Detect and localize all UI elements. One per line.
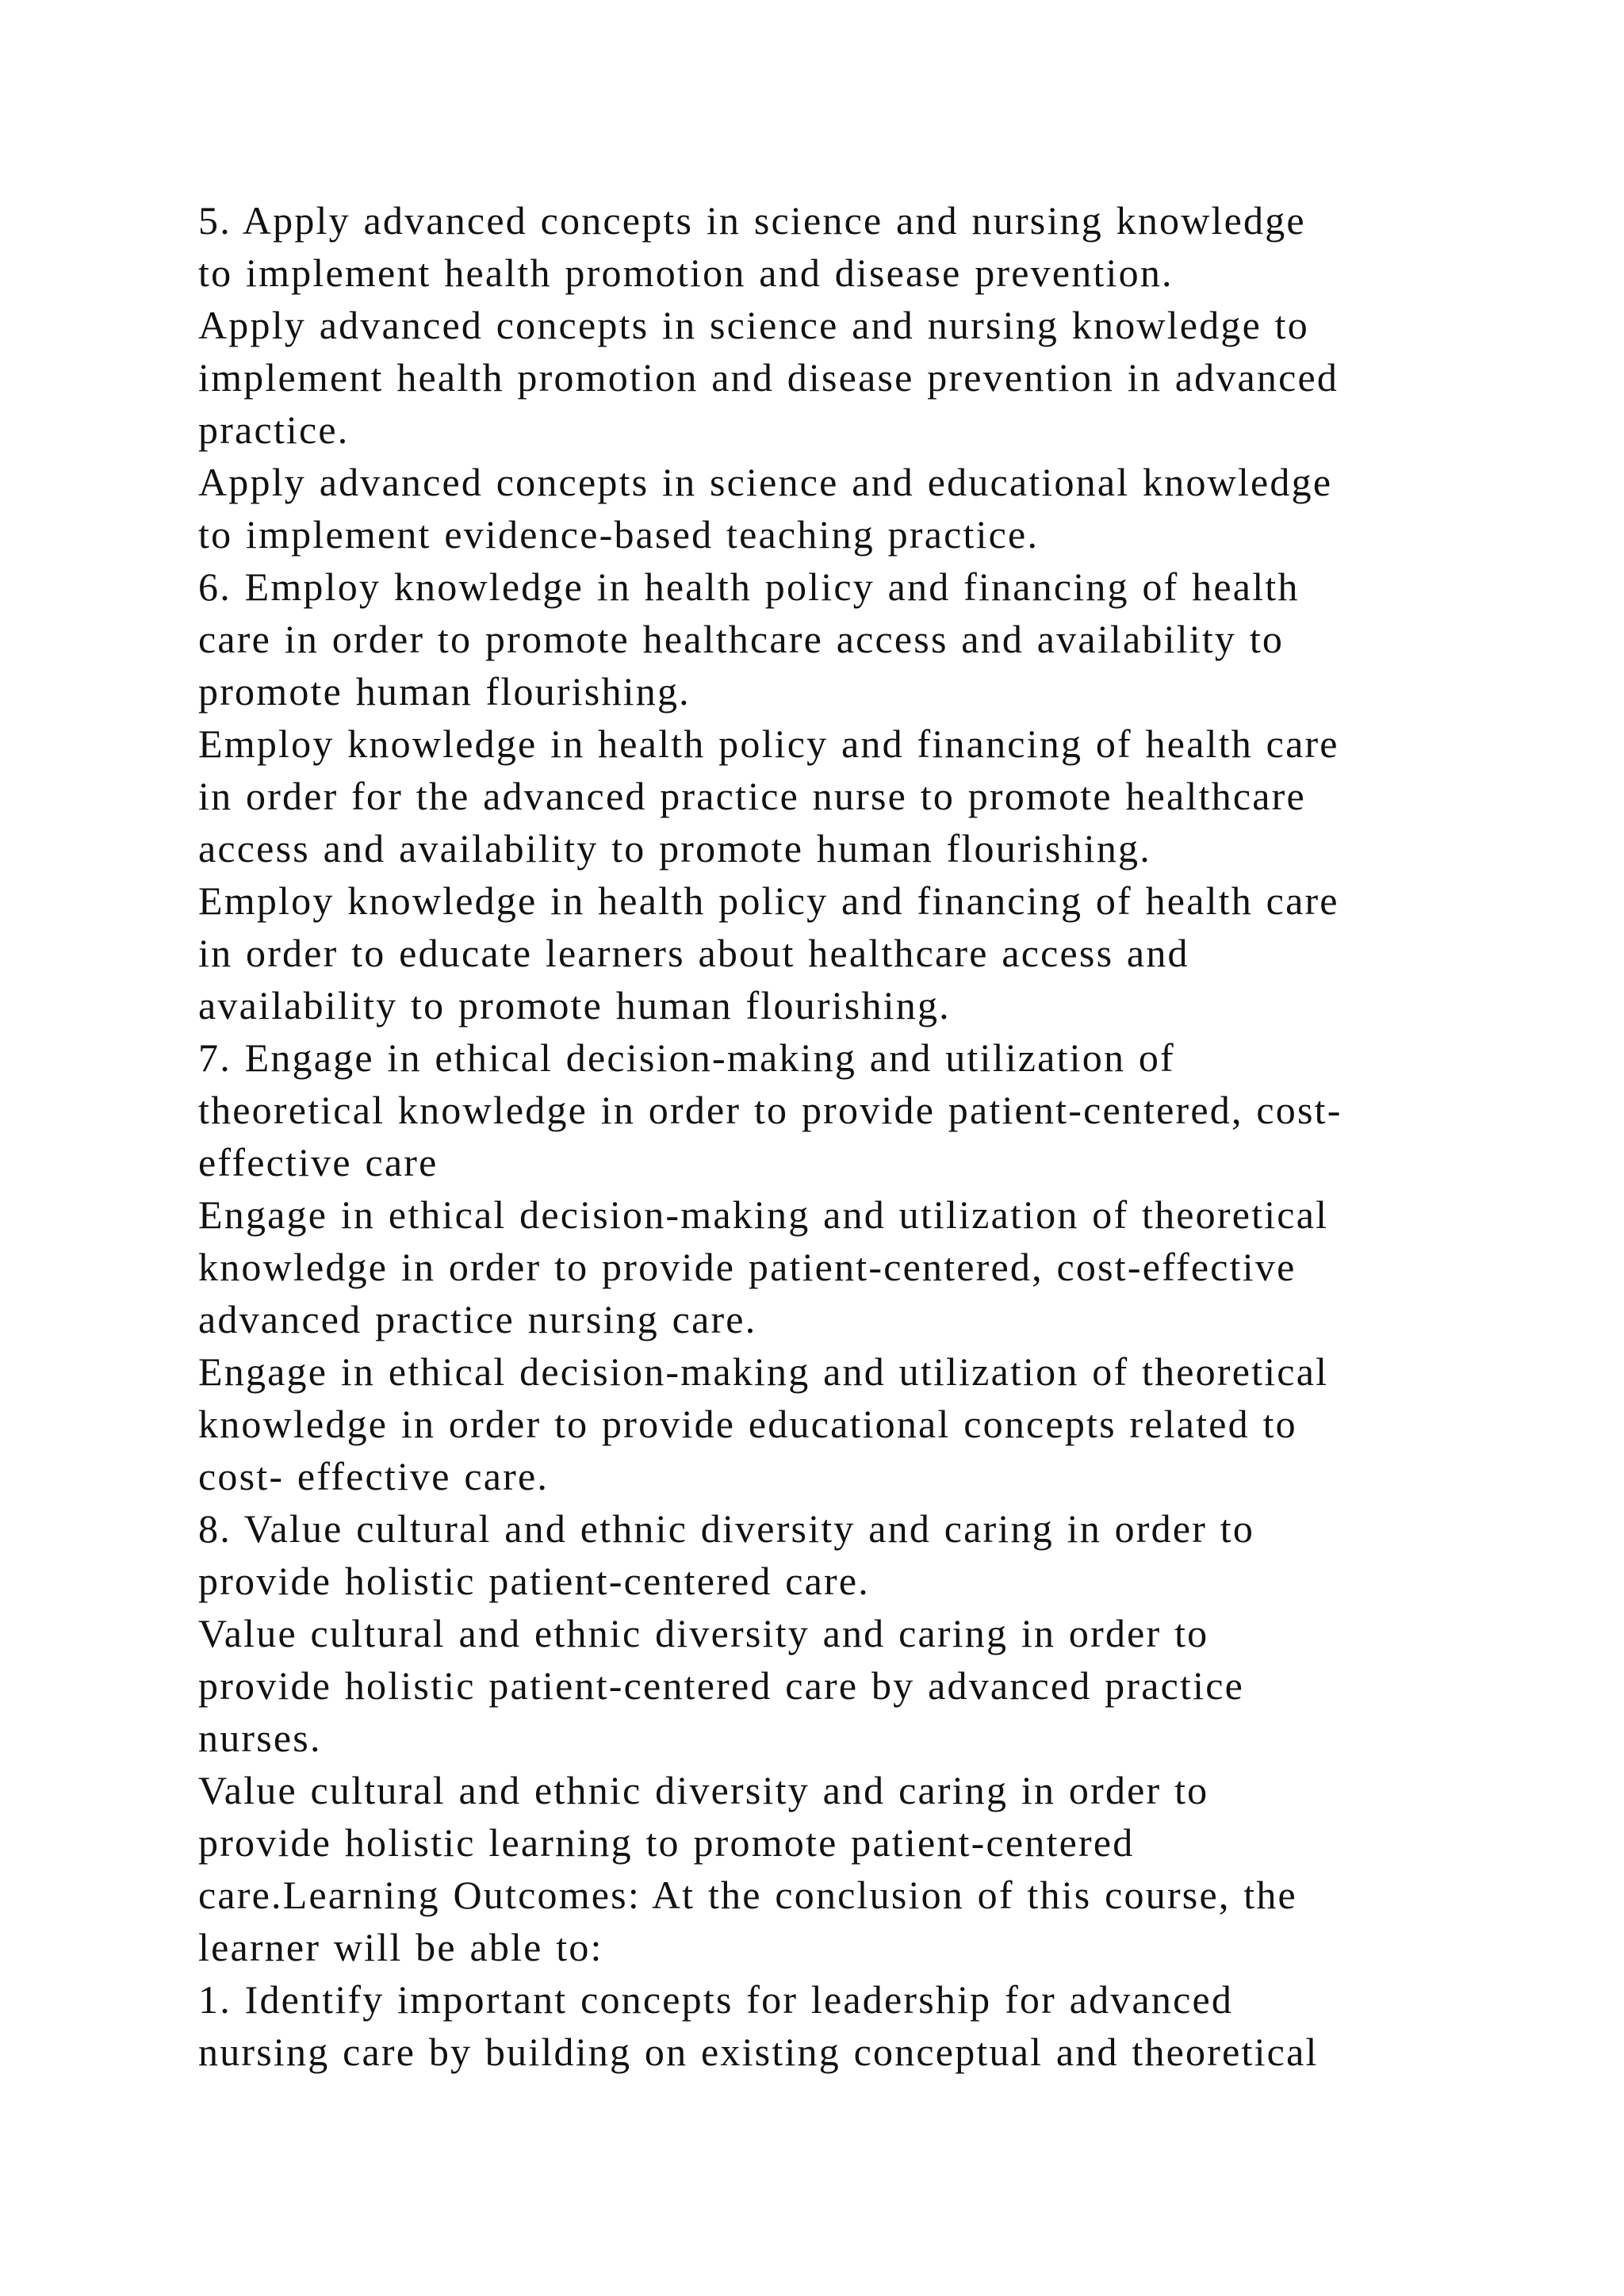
text-line: Engage in ethical decision-making and utilization of theoretical bbox=[198, 1349, 1329, 1394]
text-line: knowledge in order to provide patient-centered, cost-effective bbox=[198, 1245, 1297, 1289]
text-line: care.Learning Outcomes: At the conclusion of this course, the bbox=[198, 1873, 1297, 1917]
text-line: 6. Employ knowledge in health policy and financing of health bbox=[198, 564, 1300, 609]
text-line: 1. Identify important concepts for leadership for advanced bbox=[198, 1977, 1234, 2022]
text-line: advanced practice nursing care. bbox=[198, 1297, 757, 1341]
text-line: provide holistic patient-centered care by advanced practice bbox=[198, 1663, 1244, 1708]
text-line: provide holistic patient-centered care. bbox=[198, 1559, 871, 1603]
text-line: theoretical knowledge in order to provide patient-centered, cost- bbox=[198, 1088, 1342, 1132]
text-line: care in order to promote healthcare access and availability to bbox=[198, 617, 1285, 661]
text-line: to implement evidence-based teaching practice. bbox=[198, 512, 1040, 557]
text-line: availability to promote human flourishing. bbox=[198, 983, 951, 1027]
text-line: promote human flourishing. bbox=[198, 669, 691, 714]
text-line: effective care bbox=[198, 1140, 439, 1184]
text-line: learner will be able to: bbox=[198, 1925, 603, 1969]
text-line: implement health promotion and disease prevention in advanced bbox=[198, 355, 1339, 400]
text-line: nurses. bbox=[198, 1716, 322, 1760]
text-line: 5. Apply advanced concepts in science and nursing knowledge bbox=[198, 198, 1306, 243]
text-line: Employ knowledge in health policy and financing of health care bbox=[198, 721, 1339, 766]
text-line: nursing care by building on existing conceptual and theoretical bbox=[198, 2030, 1319, 2074]
text-line: provide holistic learning to promote patient-centered bbox=[198, 1820, 1135, 1865]
text-line: Apply advanced concepts in science and educational knowledge bbox=[198, 460, 1333, 504]
text-line: cost- effective care. bbox=[198, 1454, 550, 1498]
document-body bbox=[198, 194, 1499, 2078]
text-line: knowledge in order to provide educational concepts related to bbox=[198, 1402, 1297, 1446]
text-line: to implement health promotion and disease prevention. bbox=[198, 251, 1174, 295]
text-line: Value cultural and ethnic diversity and caring in order to bbox=[198, 1611, 1209, 1655]
text-line: access and availability to promote human flourishing. bbox=[198, 826, 1151, 871]
text-line: practice. bbox=[198, 408, 350, 452]
text-line: 7. Engage in ethical decision-making and utilization of bbox=[198, 1035, 1175, 1080]
text-line: in order to educate learners about healthcare access and bbox=[198, 931, 1189, 975]
text-line: Value cultural and ethnic diversity and caring in order to bbox=[198, 1768, 1209, 1812]
text-line: Apply advanced concepts in science and nursing knowledge to bbox=[198, 303, 1309, 347]
text-line: 8. Value cultural and ethnic diversity and caring in order to bbox=[198, 1506, 1255, 1551]
text-line: Engage in ethical decision-making and utilization of theoretical bbox=[198, 1192, 1329, 1237]
text-line: Employ knowledge in health policy and financing of health care bbox=[198, 878, 1339, 923]
text-line: in order for the advanced practice nurse to promote healthcare bbox=[198, 774, 1306, 818]
